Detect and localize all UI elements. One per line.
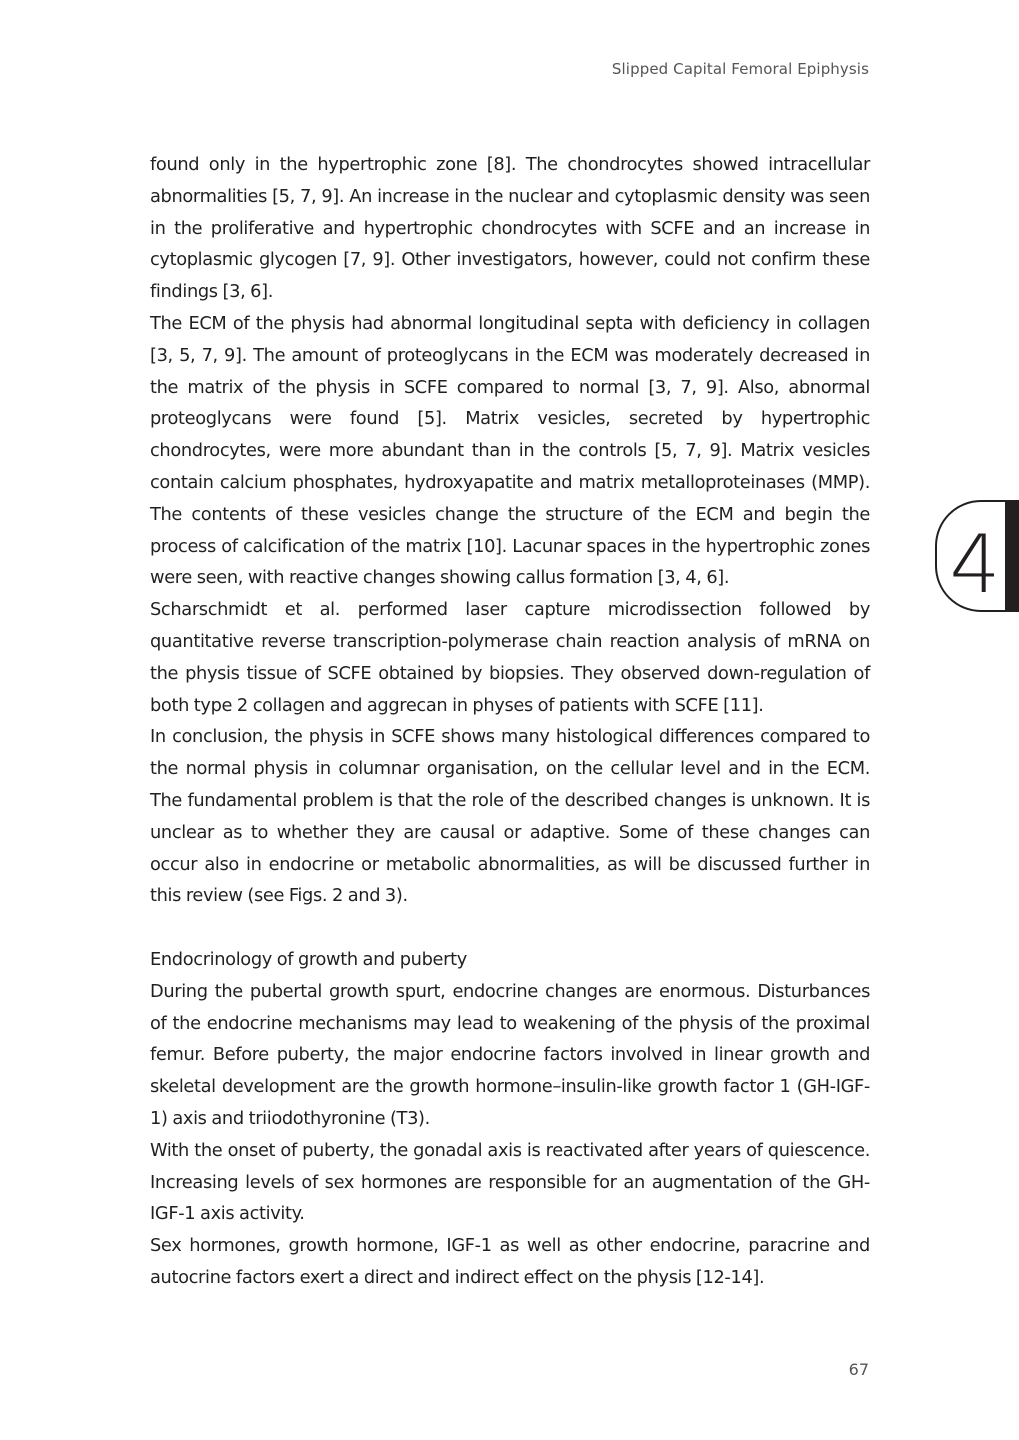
paragraph: Sex hormones, growth hormone, IGF-1 as well as other endocrine, paracrine and autocrine factors exert a direct and indirect effect on the physis [12-14].: [150, 1235, 870, 1288]
paragraph: With the onset of puberty, the gonadal axis is reactivated after years of quiescence. Increasing levels of sex hormones are responsible for an augmentation of the GH-IGF-1 axis activity.: [150, 1139, 870, 1225]
paragraph: The ECM of the physis had abnormal longitudinal septa with deficiency in collagen [3, 5, 7, 9]. The amount of proteoglycans in the ECM was moderately decreased in the matrix of the physis in SCFE compared to normal [3, 7, 9]. Also, abnormal proteoglycans were found [5]. Matrix vesicles, secreted by hypertrophic chondrocytes, were more abundant than in the controls [5, 7, 9]. Matrix vesicles contain calcium phosphates, hydroxyapatite and matrix metalloproteinases (MMP). The contents of these vesicles change the structure of the ECM and begin the process of calcification of the matrix [10]. Lacunar spaces in the hypertrophic zones were seen, with reactive changes showing callus formation [3, 4, 6].: [150, 312, 870, 589]
section-heading: Endocrinology of growth and puberty: [150, 948, 467, 970]
chapter-tab-bar: [1005, 500, 1019, 612]
paragraph: During the pubertal growth spurt, endocrine changes are enormous. Disturbances of the endocrine mechanisms may lead to weakening of the physis of the proximal femur. Before puberty, the major endocrine factors involved in linear growth and skeletal development are the growth hormone–insulin-like growth factor 1 (GH-IGF-1) axis and triiodothyronine (T3).: [150, 980, 870, 1129]
page-number: 67: [848, 1360, 869, 1379]
paragraph: found only in the hypertrophic zone [8]. The chondrocytes showed intracellular abnormalities [5, 7, 9]. An increase in the nuclear and cytoplasmic density was seen in the proliferative and hypertrophic chondrocytes with SCFE and an increase in cytoplasmic glycogen [7, 9]. Other investigators, however, could not confirm these findings [3, 6].: [150, 154, 870, 303]
paragraph: In conclusion, the physis in SCFE shows many histological differences compared to the normal physis in columnar organisation, on the cellular level and in the ECM. The fundamental problem is that the role of the described changes is unknown. It is unclear as to whether they are causal or adaptive. Some of these changes can occur also in endocrine or metabolic abnormalities, as will be discussed further in this review (see Figs. 2 and 3).: [150, 726, 870, 907]
paragraph: Scharschmidt et al. performed laser capture microdissection followed by quantitative reverse transcription-polymerase chain reaction analysis of mRNA on the physis tissue of SCFE obtained by biopsies. They observed down-regulation of both type 2 collagen and aggrecan in physes of patients with SCFE [11].: [150, 599, 870, 716]
chapter-number: 4: [949, 518, 1001, 611]
running-title: Slipped Capital Femoral Epiphysis: [611, 60, 869, 78]
body-text: [150, 149, 870, 1294]
chapter-tab: [935, 500, 1019, 612]
